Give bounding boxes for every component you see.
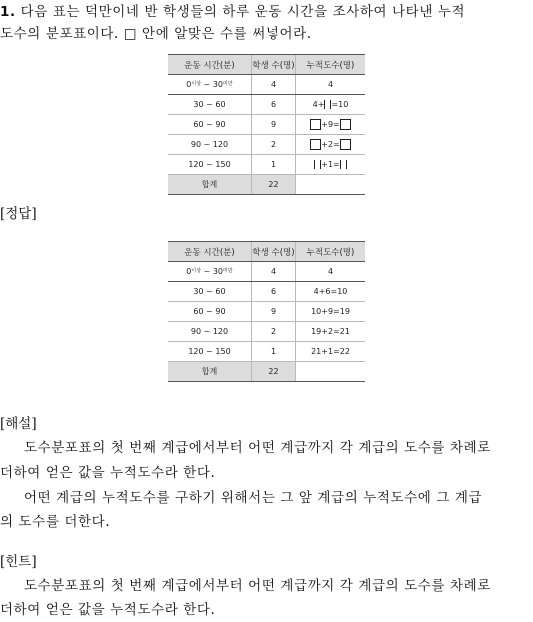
answer-frequency-table bbox=[168, 241, 365, 382]
table-row bbox=[168, 302, 365, 322]
cumulative-cell: 21+1=22 bbox=[296, 342, 366, 362]
header-cumulative-frequency: 누적도수(명) bbox=[296, 242, 366, 262]
range-cell: 60 ~ 90 bbox=[168, 302, 252, 322]
explanation-label: [해설] bbox=[0, 416, 37, 432]
table-total-row bbox=[168, 175, 365, 195]
range-cell: 30 ~ 60 bbox=[168, 282, 252, 302]
range-cell: 120 ~ 150 bbox=[168, 342, 252, 362]
count-cell: 2 bbox=[252, 322, 296, 342]
answer-label: [정답] bbox=[0, 206, 37, 222]
cumulative-cell: +9= bbox=[296, 115, 366, 135]
table-row bbox=[168, 135, 365, 155]
answer-blank-box[interactable] bbox=[310, 119, 321, 130]
count-cell: 4 bbox=[252, 262, 296, 282]
table-header-row bbox=[168, 242, 365, 262]
total-cumulative-cell bbox=[296, 175, 366, 195]
cumulative-cell: +2= bbox=[296, 135, 366, 155]
range-cell: $0^{이상}$ ~ $30^{미만}$ bbox=[168, 75, 252, 95]
count-cell: 9 bbox=[252, 302, 296, 322]
table-row bbox=[168, 115, 365, 135]
table-row bbox=[168, 322, 365, 342]
count-cell: 1 bbox=[252, 155, 296, 175]
question-text-line-1: 다음 표는 덕만이네 반 학생들의 하루 운동 시간을 조사하여 나타낸 누적 bbox=[20, 4, 466, 20]
cumulative-cell: 4 bbox=[296, 262, 366, 282]
explanation-paragraph-1-line-2: 더하여 얻은 값을 누적도수라 한다. bbox=[0, 465, 216, 481]
range-cell: 90 ~ 120 bbox=[168, 322, 252, 342]
header-exercise-time: 운동 시간(분) bbox=[168, 55, 252, 75]
table-row bbox=[168, 262, 365, 282]
answer-blank-box[interactable] bbox=[340, 160, 347, 169]
total-count: 22 bbox=[252, 362, 296, 382]
hint-line-1: 도수분포표의 첫 번째 계급에서부터 어떤 계급까지 각 계급의 도수를 차례로 bbox=[24, 578, 491, 594]
header-student-count: 학생 수(명) bbox=[252, 242, 296, 262]
explanation-paragraph-2-line-1: 어떤 계급의 누적도수를 구하기 위해서는 그 앞 계급의 누적도수에 그 계급 bbox=[24, 490, 483, 506]
explanation-paragraph-2-line-2: 의 도수를 더한다. bbox=[0, 514, 111, 530]
answer-blank-box[interactable] bbox=[340, 119, 351, 130]
count-cell: 6 bbox=[252, 282, 296, 302]
table-row bbox=[168, 282, 365, 302]
count-cell: 6 bbox=[252, 95, 296, 115]
hint-label: [힌트] bbox=[0, 554, 37, 570]
cumulative-cell: 4 bbox=[296, 75, 366, 95]
header-cumulative-frequency: 누적도수(명) bbox=[296, 55, 366, 75]
table-header-row bbox=[168, 55, 365, 75]
question-number: 1. bbox=[0, 4, 16, 20]
question-frequency-table bbox=[168, 54, 365, 195]
range-cell: 30 ~ 60 bbox=[168, 95, 252, 115]
answer-blank-box[interactable] bbox=[310, 139, 321, 150]
cumulative-cell: +1= bbox=[296, 155, 366, 175]
table-row bbox=[168, 95, 365, 115]
question-line-1 bbox=[0, 0, 533, 24]
header-student-count: 학생 수(명) bbox=[252, 55, 296, 75]
answer-blank-box[interactable] bbox=[340, 139, 351, 150]
table-row bbox=[168, 342, 365, 362]
total-label: 합계 bbox=[168, 362, 252, 382]
table-row bbox=[168, 75, 365, 95]
range-cell: $0^{이상}$ ~ $30^{미만}$ bbox=[168, 262, 252, 282]
total-count: 22 bbox=[252, 175, 296, 195]
header-exercise-time: 운동 시간(분) bbox=[168, 242, 252, 262]
cumulative-cell: 10+9=19 bbox=[296, 302, 366, 322]
question-text-line-2: 도수의 분포표이다. □ 안에 알맞은 수를 써넣어라. bbox=[0, 26, 312, 42]
count-cell: 4 bbox=[252, 75, 296, 95]
total-label: 합계 bbox=[168, 175, 252, 195]
count-cell: 2 bbox=[252, 135, 296, 155]
range-cell: 90 ~ 120 bbox=[168, 135, 252, 155]
cumulative-cell: 19+2=21 bbox=[296, 322, 366, 342]
explanation-paragraph-1-line-1: 도수분포표의 첫 번째 계급에서부터 어떤 계급까지 각 계급의 도수를 차례로 bbox=[24, 440, 491, 456]
range-cell: 60 ~ 90 bbox=[168, 115, 252, 135]
total-cumulative-cell bbox=[296, 362, 366, 382]
table-row bbox=[168, 155, 365, 175]
cumulative-cell: 4+6=10 bbox=[296, 282, 366, 302]
hint-line-2: 더하여 얻은 값을 누적도수라 한다. bbox=[0, 602, 216, 618]
count-cell: 1 bbox=[252, 342, 296, 362]
cumulative-cell: 4+ =10 bbox=[296, 95, 366, 115]
table-total-row bbox=[168, 362, 365, 382]
count-cell: 9 bbox=[252, 115, 296, 135]
range-cell: 120 ~ 150 bbox=[168, 155, 252, 175]
